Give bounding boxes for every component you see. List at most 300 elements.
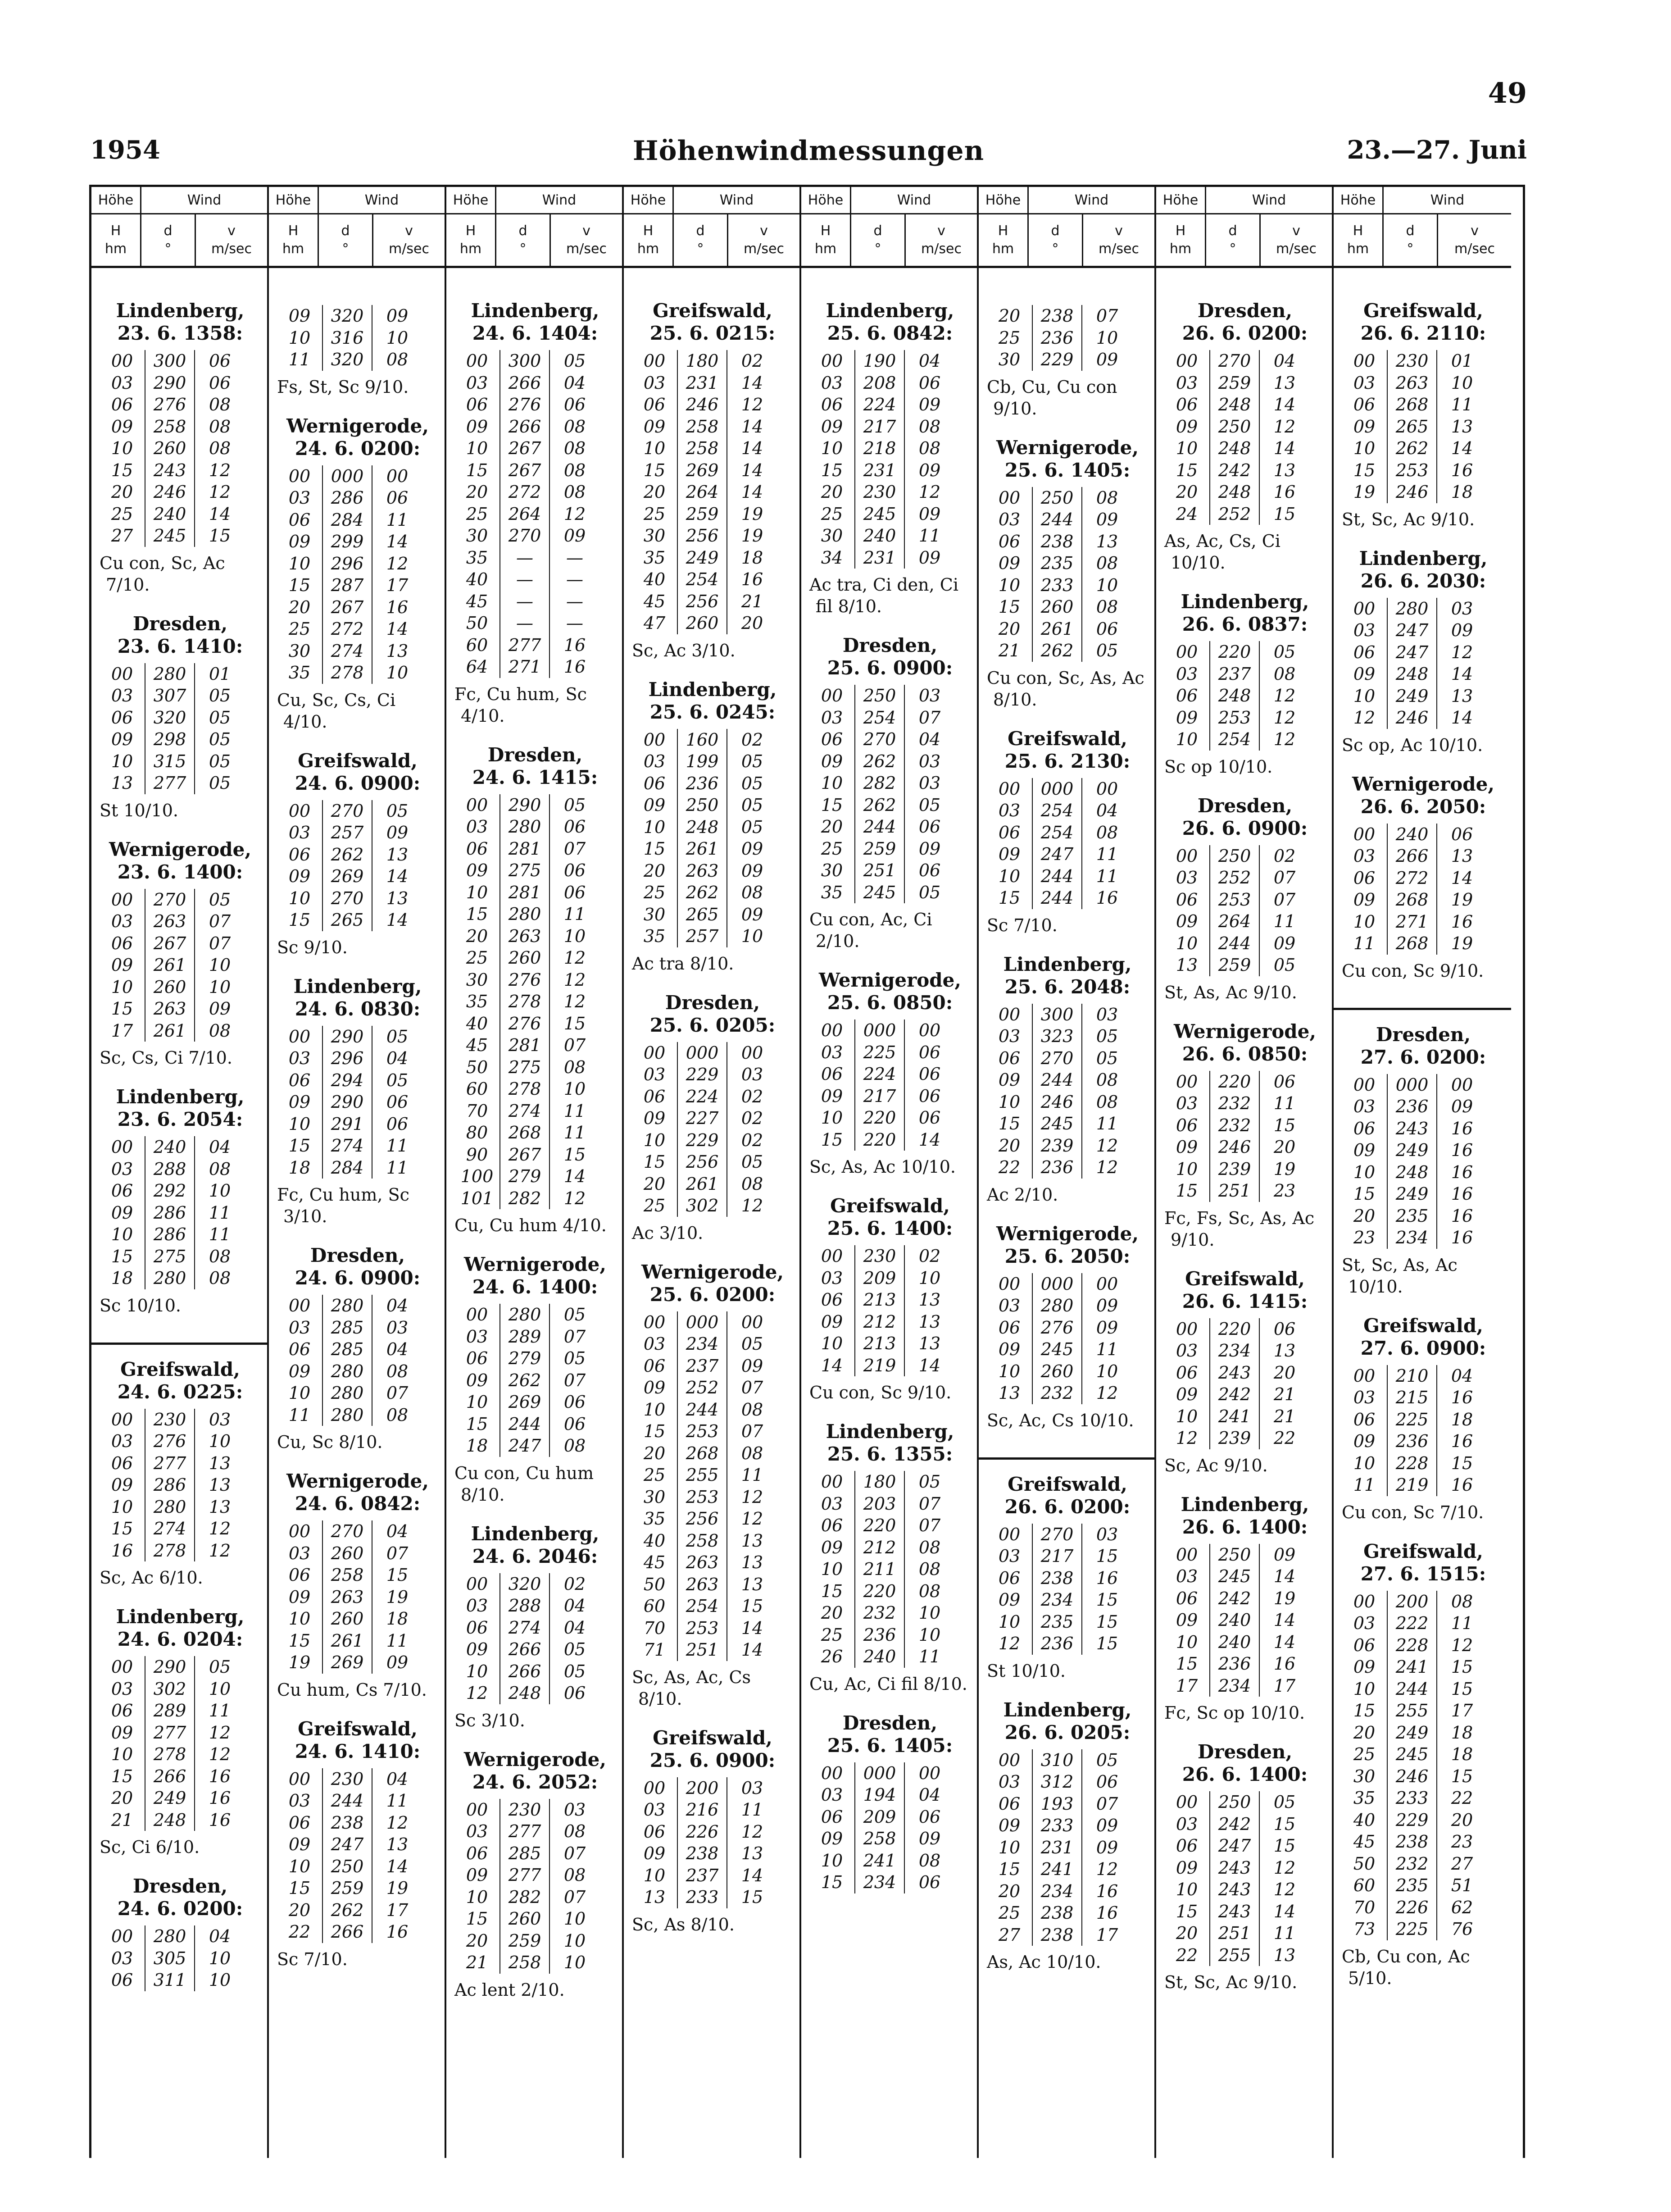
direction-cell: 263 bbox=[678, 1552, 727, 1574]
height-cell: 00 bbox=[454, 1573, 500, 1595]
height-cell: 10 bbox=[632, 437, 678, 460]
station-heading bbox=[1342, 1540, 1505, 1585]
station-line: 26. 6. 0200: bbox=[1182, 322, 1308, 344]
height-cell: 03 bbox=[454, 816, 500, 838]
direction-cell: 242 bbox=[1210, 1588, 1260, 1610]
measurement-row bbox=[454, 1122, 616, 1144]
measurement-row bbox=[454, 1821, 616, 1843]
table-column bbox=[624, 187, 801, 2158]
speed-cell: 22 bbox=[1273, 1428, 1296, 1448]
height-cell: 06 bbox=[809, 1289, 855, 1311]
direction-cell: 234 bbox=[1033, 1880, 1082, 1903]
direction-cell: 239 bbox=[1210, 1427, 1260, 1449]
direction-cell: 255 bbox=[1210, 1944, 1260, 1966]
direction-cell: 228 bbox=[1388, 1452, 1437, 1475]
direction-cell: 247 bbox=[1033, 843, 1082, 865]
direction-cell: 254 bbox=[678, 1595, 727, 1617]
height-cell: 15 bbox=[987, 1113, 1033, 1135]
station-line: Greifswald, bbox=[653, 1726, 772, 1749]
header-row-1 bbox=[801, 187, 977, 214]
h-label: H bbox=[1175, 223, 1186, 239]
speed-cell: 10 bbox=[1451, 373, 1473, 393]
direction-cell: 320 bbox=[500, 1573, 550, 1595]
speed-cell: 76 bbox=[1451, 1919, 1473, 1939]
measurement-row bbox=[1164, 481, 1326, 503]
direction-cell: 180 bbox=[855, 1471, 905, 1493]
speed-cell: 14 bbox=[741, 1865, 763, 1885]
measurement-row bbox=[1164, 1813, 1326, 1835]
station-line: 27. 6. 1515: bbox=[1360, 1562, 1486, 1585]
direction-cell: 259 bbox=[500, 1930, 550, 1952]
direction-cell: — bbox=[500, 612, 550, 634]
station-line: 24. 6. 0830: bbox=[295, 997, 421, 1020]
measurement-row bbox=[100, 1496, 261, 1518]
measurement-rows bbox=[277, 1520, 438, 1674]
speed-cell: 11 bbox=[1451, 1613, 1473, 1633]
measurement-row bbox=[632, 1086, 793, 1108]
measurement-row bbox=[1342, 911, 1505, 933]
measurement-row bbox=[1342, 1700, 1505, 1722]
height-cell: 35 bbox=[632, 925, 678, 947]
station-heading bbox=[1342, 1315, 1505, 1360]
speed-cell: 08 bbox=[1451, 1591, 1473, 1611]
station-heading bbox=[277, 1718, 438, 1763]
height-cell: 09 bbox=[809, 751, 855, 773]
measurement-row bbox=[277, 1652, 438, 1674]
measurement-row bbox=[987, 531, 1148, 553]
direction-cell: 258 bbox=[500, 1952, 550, 1974]
measurement-row bbox=[277, 1404, 438, 1426]
station-line: 26. 6. 2050: bbox=[1360, 795, 1486, 818]
direction-cell: 248 bbox=[1388, 1161, 1437, 1183]
direction-cell: 245 bbox=[1033, 1338, 1082, 1361]
speed-cell: 15 bbox=[1096, 1634, 1118, 1653]
station-heading bbox=[987, 1223, 1148, 1268]
height-cell: 09 bbox=[632, 1107, 678, 1129]
measurement-row bbox=[809, 838, 971, 860]
direction-cell: 260 bbox=[145, 976, 195, 998]
measurement-row bbox=[987, 552, 1148, 574]
measurement-row bbox=[277, 1768, 438, 1790]
speed-cell: 11 bbox=[1451, 395, 1473, 414]
direction-cell: 230 bbox=[855, 1245, 905, 1267]
height-cell: 25 bbox=[987, 1902, 1033, 1924]
speed-cell: 05 bbox=[209, 729, 231, 749]
speed-cell: 17 bbox=[386, 575, 409, 595]
station-line: 27. 6. 0900: bbox=[1360, 1337, 1486, 1359]
direction-cell: 234 bbox=[1388, 1227, 1437, 1249]
direction-cell: 235 bbox=[1033, 552, 1082, 574]
direction-cell: 243 bbox=[1210, 1901, 1260, 1923]
speed-cell: 15 bbox=[1451, 1657, 1473, 1677]
height-cell: 09 bbox=[100, 1474, 145, 1496]
measurement-row bbox=[100, 1158, 261, 1180]
speed-cell: 17 bbox=[1273, 1675, 1296, 1696]
direction-cell: 236 bbox=[1033, 1156, 1082, 1179]
speed-cell: 09 bbox=[1096, 1816, 1118, 1835]
measurement-row bbox=[1342, 1183, 1505, 1205]
direction-cell: 238 bbox=[1033, 531, 1082, 553]
direction-cell: 280 bbox=[500, 1304, 550, 1326]
measurement-row bbox=[277, 1543, 438, 1565]
station-heading bbox=[987, 953, 1148, 998]
direction-cell: 230 bbox=[1388, 350, 1437, 372]
height-unit-header bbox=[979, 214, 1029, 266]
station-line: 25. 6. 2130: bbox=[1004, 750, 1131, 772]
speed-cell: 23 bbox=[1451, 1832, 1473, 1852]
measurement-row bbox=[1164, 910, 1326, 933]
measurement-row bbox=[632, 1799, 793, 1821]
measurement-row bbox=[277, 1630, 438, 1652]
station-line: Wernigerode, bbox=[996, 1222, 1139, 1245]
speed-cell: 10 bbox=[209, 1431, 231, 1451]
measurement-row bbox=[632, 1552, 793, 1574]
speed-cell: 08 bbox=[918, 416, 941, 437]
speed-cell: 12 bbox=[209, 1722, 231, 1743]
speed-cell: 05 bbox=[563, 1661, 586, 1681]
station-heading bbox=[1164, 1268, 1326, 1313]
speed-cell: 15 bbox=[1273, 1814, 1296, 1834]
hm-label: hm bbox=[104, 241, 127, 257]
direction-cell: 256 bbox=[678, 1508, 727, 1530]
direction-cell: 320 bbox=[145, 707, 195, 729]
cloud-note: Cu, Cu hum 4/10. bbox=[454, 1215, 607, 1235]
speed-cell: 16 bbox=[563, 657, 586, 677]
direction-cell: 226 bbox=[1388, 1897, 1437, 1919]
speed-cell: 04 bbox=[209, 1137, 231, 1157]
speed-cell: 06 bbox=[918, 1042, 941, 1062]
height-cell: 03 bbox=[987, 1025, 1033, 1047]
direction-cell: 270 bbox=[323, 888, 372, 910]
measurement-rows bbox=[632, 729, 793, 947]
measurement-row bbox=[100, 1430, 261, 1452]
height-cell: 03 bbox=[454, 372, 500, 394]
height-cell: 18 bbox=[100, 1267, 145, 1289]
measurement-row bbox=[100, 1474, 261, 1496]
speed-cell: 08 bbox=[1096, 553, 1118, 573]
height-cell: 09 bbox=[809, 1311, 855, 1333]
direction-cell: 237 bbox=[1210, 663, 1260, 685]
wind-label: Wind bbox=[364, 192, 399, 208]
column-header bbox=[979, 187, 1154, 268]
speed-cell: 12 bbox=[741, 395, 763, 414]
direction-cell: 240 bbox=[145, 503, 195, 525]
height-cell: 15 bbox=[809, 794, 855, 816]
measurement-row bbox=[100, 1787, 261, 1809]
measurement-row bbox=[277, 1564, 438, 1586]
direction-cell: 259 bbox=[678, 503, 727, 525]
height-cell: 30 bbox=[632, 1486, 678, 1508]
speed-cell: 04 bbox=[918, 729, 941, 749]
station-line: 24. 6. 1404: bbox=[472, 322, 598, 344]
speed-cell: 05 bbox=[741, 795, 763, 815]
measurement-row bbox=[809, 394, 971, 416]
measurement-row bbox=[100, 685, 261, 707]
height-cell: 20 bbox=[809, 1602, 855, 1624]
measurement-row bbox=[1164, 350, 1326, 372]
height-cell: 03 bbox=[277, 1047, 323, 1070]
measurement-row bbox=[1342, 1591, 1505, 1613]
direction-cell: 264 bbox=[1210, 910, 1260, 933]
speed-cell: 51 bbox=[1451, 1875, 1473, 1895]
direction-cell: 249 bbox=[1388, 685, 1437, 707]
speed-cell: 03 bbox=[1096, 1524, 1118, 1544]
header-dates: 23.—27. Juni bbox=[1347, 135, 1527, 165]
height-cell: 09 bbox=[277, 865, 323, 888]
station-line: 24. 6. 0200: bbox=[117, 1898, 243, 1920]
measurement-row bbox=[1164, 460, 1326, 482]
measurement-row bbox=[100, 1180, 261, 1202]
speed-cell: 07 bbox=[741, 1378, 763, 1397]
measurement-row bbox=[454, 416, 616, 438]
speed-cell: 13 bbox=[918, 1311, 941, 1332]
height-cell: 00 bbox=[987, 1004, 1033, 1026]
direction-cell: 278 bbox=[500, 991, 550, 1013]
measurement-row bbox=[100, 503, 261, 525]
speed-cell: 15 bbox=[1451, 1453, 1473, 1473]
measurement-row bbox=[454, 860, 616, 882]
direction-cell: 234 bbox=[1210, 1340, 1260, 1362]
speed-cell: 11 bbox=[1096, 1114, 1118, 1133]
measurement-row bbox=[100, 954, 261, 976]
height-cell: 00 bbox=[1164, 1318, 1210, 1340]
direction-cell: 241 bbox=[855, 1850, 905, 1872]
speed-cell: 12 bbox=[563, 969, 586, 990]
speed-cell: 21 bbox=[741, 591, 763, 611]
direction-cell: 276 bbox=[500, 394, 550, 416]
measurement-row bbox=[100, 394, 261, 416]
measurement-row bbox=[809, 503, 971, 525]
direction-cell: 300 bbox=[500, 350, 550, 372]
direction-cell: 245 bbox=[145, 525, 195, 547]
direction-cell: 268 bbox=[1388, 889, 1437, 911]
height-cell: 22 bbox=[987, 1156, 1033, 1179]
speed-cell: 09 bbox=[918, 838, 941, 859]
height-cell: 06 bbox=[100, 1969, 145, 1991]
station-line: 24. 6. 1415: bbox=[472, 766, 598, 788]
height-cell: 00 bbox=[1342, 350, 1388, 372]
height-cell: 06 bbox=[277, 509, 323, 531]
height-cell: 12 bbox=[454, 1682, 500, 1704]
speed-cell: 10 bbox=[209, 977, 231, 997]
speed-cell: 19 bbox=[1451, 933, 1473, 953]
height-cell: 06 bbox=[632, 394, 678, 416]
direction-cell: 290 bbox=[323, 1091, 372, 1113]
speed-cell: 13 bbox=[209, 1475, 231, 1495]
speed-cell: 08 bbox=[1096, 487, 1118, 508]
speed-cell: 11 bbox=[1096, 844, 1118, 864]
direction-header bbox=[851, 214, 906, 266]
height-cell: 70 bbox=[454, 1100, 500, 1122]
measurement-row bbox=[632, 394, 793, 416]
height-cell: 15 bbox=[277, 909, 323, 931]
height-cell: 10 bbox=[1164, 933, 1210, 955]
station-line: 26. 6. 1415: bbox=[1182, 1290, 1308, 1312]
measurement-row bbox=[632, 1464, 793, 1486]
speed-cell: 05 bbox=[209, 686, 231, 705]
hm-label: hm bbox=[992, 241, 1014, 257]
station-heading bbox=[1342, 773, 1505, 818]
height-cell: 06 bbox=[454, 1347, 500, 1370]
direction-cell: 250 bbox=[1210, 416, 1260, 438]
direction-cell: 275 bbox=[500, 1056, 550, 1079]
measurement-row bbox=[277, 865, 438, 888]
speed-cell: 15 bbox=[563, 1144, 586, 1165]
height-cell: 00 bbox=[1342, 1365, 1388, 1387]
measurement-row bbox=[809, 1129, 971, 1151]
hm-label: hm bbox=[1169, 241, 1192, 257]
height-cell: 25 bbox=[100, 503, 145, 525]
height-cell: 12 bbox=[1164, 1427, 1210, 1449]
measurement-row bbox=[1342, 1118, 1505, 1140]
direction-cell: 270 bbox=[1210, 350, 1260, 372]
direction-cell: 280 bbox=[323, 1382, 372, 1404]
measurement-rows bbox=[987, 1524, 1148, 1655]
speed-cell: 17 bbox=[1096, 1925, 1118, 1945]
speed-cell: 13 bbox=[741, 1843, 763, 1863]
height-cell: 45 bbox=[1342, 1831, 1388, 1853]
speed-cell: 08 bbox=[209, 395, 231, 414]
speed-cell: 06 bbox=[918, 1872, 941, 1892]
speed-cell: 06 bbox=[918, 1108, 941, 1128]
speed-cell: 05 bbox=[209, 707, 231, 728]
page-number: 49 bbox=[1488, 77, 1527, 109]
speed-cell: 08 bbox=[563, 482, 586, 502]
speed-cell: 11 bbox=[918, 1647, 941, 1666]
measurement-rows bbox=[277, 305, 438, 371]
height-cell: 06 bbox=[1164, 1835, 1210, 1857]
speed-cell: 11 bbox=[741, 1800, 763, 1820]
height-cell: 50 bbox=[1342, 1853, 1388, 1875]
measurement-row bbox=[632, 882, 793, 904]
measurement-row bbox=[100, 728, 261, 751]
measurement-row bbox=[454, 1908, 616, 1930]
direction-cell: 302 bbox=[678, 1195, 727, 1217]
cloud-note: Sc 7/10. bbox=[277, 1949, 348, 1969]
height-cell: 25 bbox=[809, 838, 855, 860]
measurement-row bbox=[100, 1743, 261, 1766]
d-label: d bbox=[163, 223, 173, 239]
direction-cell: 269 bbox=[678, 460, 727, 482]
cloud-note: Cu hum, Cs 7/10. bbox=[277, 1679, 427, 1700]
measurement-row bbox=[454, 591, 616, 613]
speed-cell: 06 bbox=[563, 860, 586, 880]
direction-cell: 261 bbox=[678, 838, 727, 860]
height-cell: 00 bbox=[632, 1311, 678, 1334]
speed-cell: 00 bbox=[1451, 1074, 1473, 1095]
speed-cell: 14 bbox=[741, 373, 763, 393]
measurement-row bbox=[454, 1013, 616, 1035]
station-line: 26. 6. 2110: bbox=[1360, 322, 1486, 344]
ms-label: m/sec bbox=[1099, 241, 1139, 257]
height-cell: 15 bbox=[1342, 1183, 1388, 1205]
measurement-row bbox=[100, 1722, 261, 1744]
speed-cell: 08 bbox=[741, 883, 763, 902]
measurement-row bbox=[809, 1537, 971, 1559]
height-cell: 00 bbox=[277, 800, 323, 822]
direction-cell: 000 bbox=[1388, 1074, 1437, 1096]
measurement-row bbox=[987, 1837, 1148, 1859]
speed-cell: 11 bbox=[1273, 1093, 1296, 1113]
measurement-row bbox=[454, 947, 616, 969]
direction-cell: 199 bbox=[678, 751, 727, 773]
measurement-row bbox=[277, 1899, 438, 1921]
header-row-2 bbox=[1334, 214, 1511, 266]
speed-cell: 05 bbox=[741, 1152, 763, 1172]
measurement-row bbox=[987, 509, 1148, 531]
direction-header bbox=[319, 214, 373, 266]
height-cell: 10 bbox=[987, 1361, 1033, 1383]
h-label: H bbox=[465, 223, 476, 239]
direction-cell: 224 bbox=[678, 1086, 727, 1108]
speed-cell: 06 bbox=[918, 1086, 941, 1106]
speed-cell: 08 bbox=[741, 1399, 763, 1420]
direction-cell: 000 bbox=[1033, 1273, 1082, 1295]
measurement-row bbox=[100, 1948, 261, 1970]
height-cell: 06 bbox=[277, 1338, 323, 1361]
speed-cell: 06 bbox=[563, 817, 586, 837]
speed-cell: 16 bbox=[209, 1766, 231, 1786]
speed-cell: 06 bbox=[918, 1807, 941, 1827]
height-cell: 60 bbox=[454, 634, 500, 656]
height-cell: 27 bbox=[100, 525, 145, 547]
direction-cell: 311 bbox=[145, 1969, 195, 1991]
height-cell: 10 bbox=[987, 1091, 1033, 1113]
height-cell: 00 bbox=[100, 889, 145, 911]
direction-header bbox=[1206, 214, 1261, 266]
station-line: Greifswald, bbox=[298, 1717, 418, 1740]
height-cell: 47 bbox=[632, 612, 678, 634]
measurement-row bbox=[100, 933, 261, 955]
speed-cell: 13 bbox=[1273, 1341, 1296, 1361]
height-cell: 10 bbox=[100, 1743, 145, 1766]
speed-cell: 16 bbox=[1451, 1206, 1473, 1226]
height-cell: 00 bbox=[1164, 641, 1210, 663]
direction-cell: 276 bbox=[500, 1013, 550, 1035]
direction-cell: 259 bbox=[1210, 372, 1260, 394]
speed-cell: 10 bbox=[563, 1909, 586, 1929]
direction-cell: 270 bbox=[323, 800, 372, 822]
height-cell: 09 bbox=[987, 1815, 1033, 1837]
station-line: Wernigerode, bbox=[996, 436, 1139, 459]
speed-cell: 05 bbox=[918, 795, 941, 815]
measurement-rows bbox=[632, 350, 793, 634]
measurement-row bbox=[632, 1886, 793, 1908]
measurement-rows bbox=[454, 1304, 616, 1457]
height-cell: 15 bbox=[1164, 1653, 1210, 1675]
speed-cell: 09 bbox=[386, 823, 409, 842]
measurement-rows bbox=[809, 1020, 971, 1151]
cloud-note: Sc, Ac 9/10. bbox=[1164, 1455, 1268, 1475]
height-cell: 03 bbox=[277, 1543, 323, 1565]
measurement-row bbox=[454, 460, 616, 482]
direction-cell: 225 bbox=[855, 1042, 905, 1064]
direction-cell: 238 bbox=[1033, 1567, 1082, 1589]
direction-cell: 276 bbox=[500, 969, 550, 991]
speed-cell: 15 bbox=[1451, 1679, 1473, 1699]
degree-label: ° bbox=[1407, 241, 1414, 257]
height-cell: 11 bbox=[1342, 1474, 1388, 1496]
measurement-row bbox=[454, 1952, 616, 1974]
ms-label: m/sec bbox=[921, 241, 962, 257]
speed-cell: 12 bbox=[741, 1487, 763, 1507]
height-unit-header bbox=[269, 214, 319, 266]
measurement-row bbox=[100, 1224, 261, 1246]
cloud-note: Cu con, Sc 9/10. bbox=[809, 1383, 952, 1402]
measurement-row bbox=[454, 1661, 616, 1683]
direction-cell: 260 bbox=[500, 947, 550, 969]
station-line: 25. 6. 0900: bbox=[827, 657, 953, 679]
